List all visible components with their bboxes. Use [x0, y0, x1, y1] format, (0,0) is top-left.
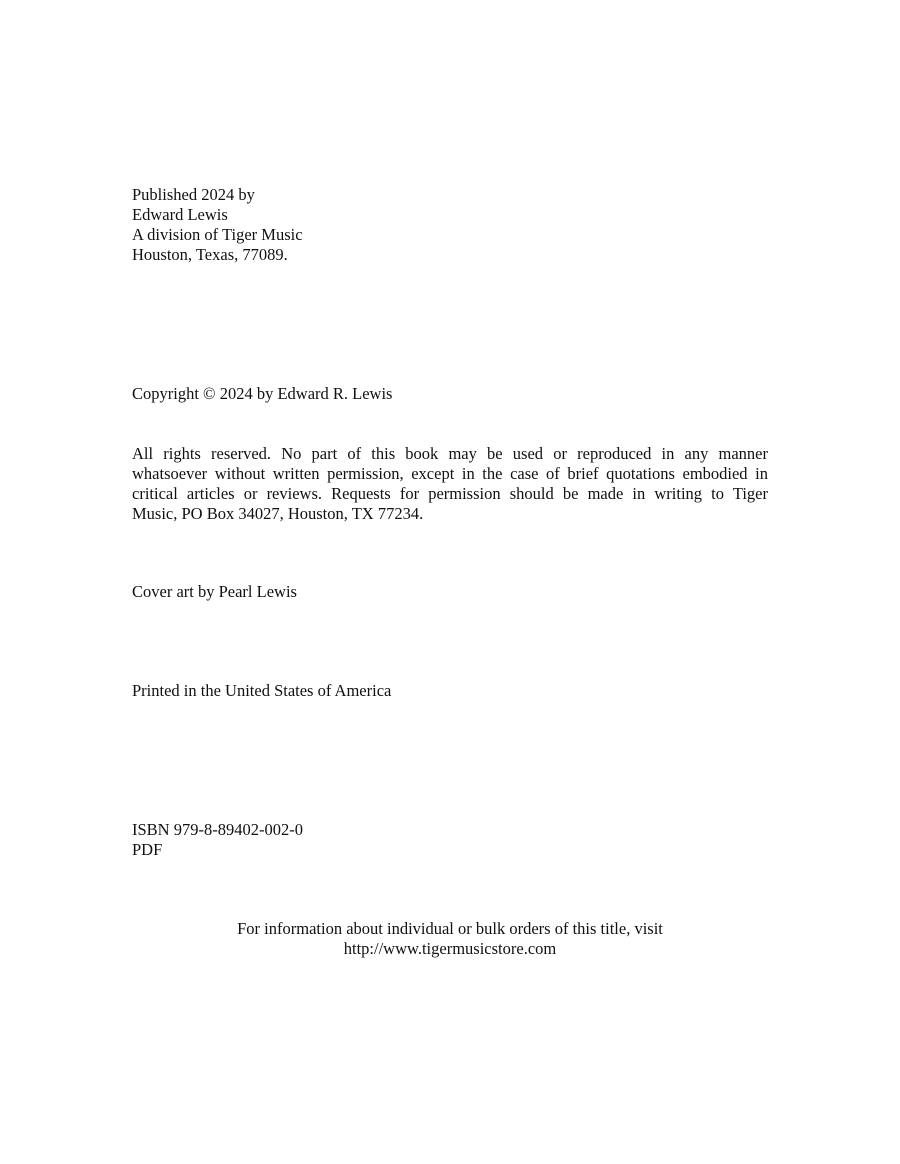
rights-paragraph — [132, 444, 768, 524]
rights-line: All rights reserved. No part of this book may be used or reproduced in any manner — [132, 444, 768, 463]
publisher-block — [132, 185, 768, 265]
order-info-block — [132, 919, 768, 959]
publisher-division: A division of Tiger Music — [132, 225, 303, 244]
isbn-format: PDF — [132, 840, 163, 859]
publisher-name: Edward Lewis — [132, 205, 228, 224]
published-line: Published 2024 by — [132, 185, 255, 204]
copyright-line: Copyright © 2024 by Edward R. Lewis — [132, 384, 393, 403]
rights-line: whatsoever without written permission, except in the case of brief quotations embodied in — [132, 464, 768, 483]
store-url: http://www.tigermusicstore.com — [343, 939, 557, 958]
rights-line: Music, PO Box 34027, Houston, TX 77234. — [132, 504, 424, 523]
order-info-text: For information about individual or bulk orders of this title, visit — [237, 919, 663, 938]
copyright-block — [132, 384, 768, 404]
isbn-number: ISBN 979-8-89402-002-0 — [132, 820, 303, 839]
cover-art-credit: Cover art by Pearl Lewis — [132, 582, 297, 601]
rights-line: critical articles or reviews. Requests for permission should be made in writing to Tiger — [132, 484, 768, 503]
printed-block — [132, 681, 768, 701]
isbn-block — [132, 820, 768, 860]
publisher-location: Houston, Texas, 77089. — [132, 245, 288, 264]
printed-line: Printed in the United States of America — [132, 681, 392, 700]
cover-art-block — [132, 582, 768, 602]
